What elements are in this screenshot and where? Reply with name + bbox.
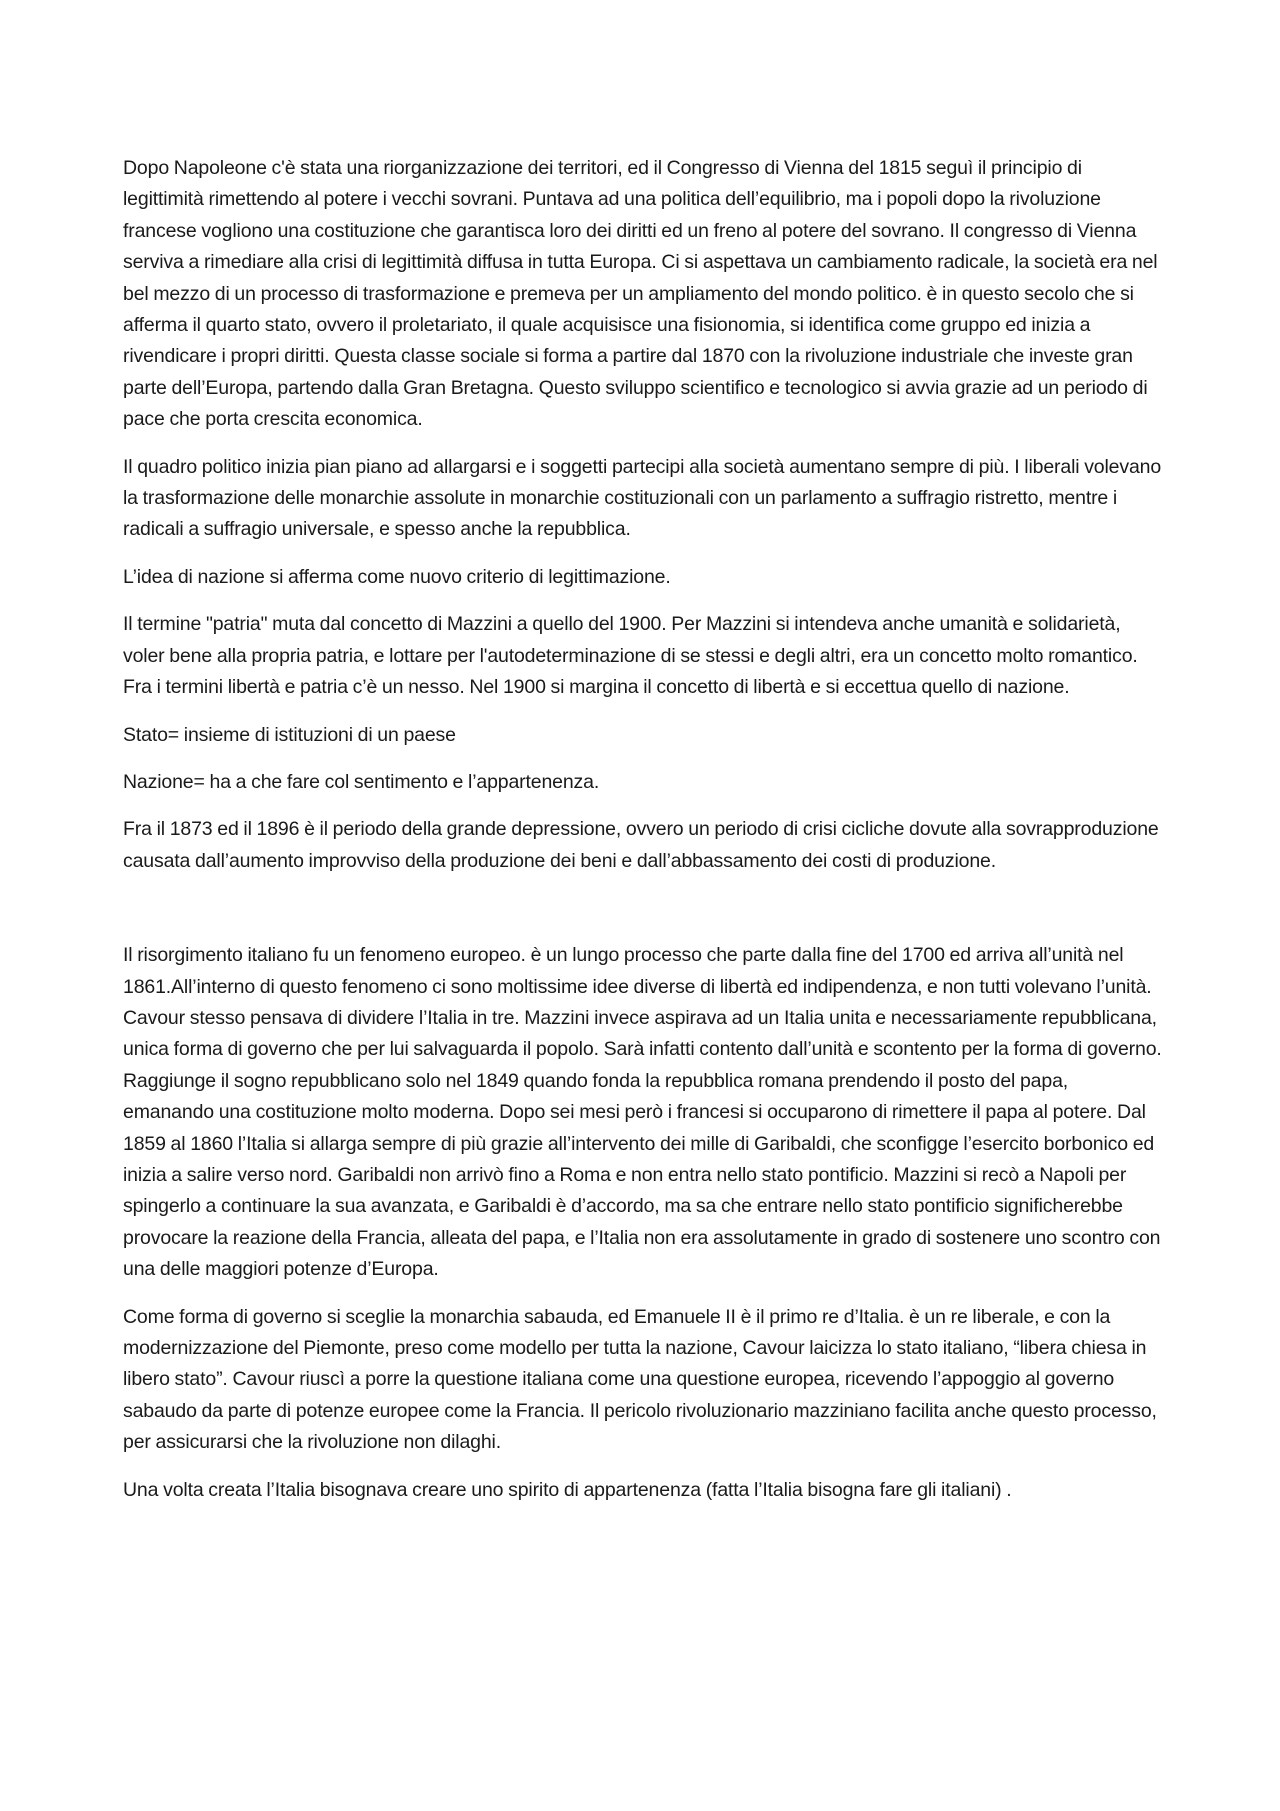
paragraph-stato-definizione: Stato= insieme di istituzioni di un paese: [123, 723, 456, 746]
paragraph-monarchia-sabauda: Come forma di governo si sceglie la monarchia sabauda, ed Emanuele II è il primo re d’Italia. è un re liberale, e con la modernizzazione del Piemonte, preso come modello per tutta la nazione, Cavour laicizza lo stato italiano, “libera chiesa in libero stato”. Cavour riuscì a porre la questione italiana come una questione europea, ricevendo l’appoggio al governo sabaudo da parte di potenze europee come la Francia. Il pericolo rivoluzionario mazziniano facilita anche questo processo, per assicurarsi che la rivoluzione non dilaghi.: [123, 1305, 1157, 1454]
paragraph-congresso-vienna: Dopo Napoleone c'è stata una riorganizzazione dei territori, ed il Congresso di Vienna del 1815 seguì il principio di legittimità rimettendo al potere i vecchi sovrani. Puntava ad una politica dell’equilibrio, ma i popoli dopo la rivoluzione francese vogliono una costituzione che garantisca loro dei diritti ed un freno al potere del sovrano. Il congresso di Vienna serviva a rimediare alla crisi di legittimità diffusa in tutta Europa. Ci si aspettava un cambiamento radicale, la società era nel bel mezzo di un processo di trasformazione e premeva per un ampliamento del mondo politico. è in questo secolo che si afferma il quarto stato, ovvero il proletariato, il quale acquisisce una fisionomia, si identifica come gruppo ed inizia a rivendicare i propri diritti. Questa classe sociale si forma a partire dal 1870 con la rivoluzione industriale che investe gran parte dell’Europa, partendo dalla Gran Bretagna. Questo sviluppo scientifico e tecnologico si avvia grazie ad un periodo di pace che porta crescita economica.: [123, 157, 1158, 431]
paragraph-idea-nazione: L’idea di nazione si afferma come nuovo criterio di legittimazione.: [123, 565, 671, 588]
blank-line: [123, 893, 1163, 940]
paragraph-nazione-definizione: Nazione= ha a che fare col sentimento e l’appartenenza.: [123, 770, 600, 793]
document-body: [123, 153, 1163, 1522]
paragraph-patria: Il termine "patria" muta dal concetto di Mazzini a quello del 1900. Per Mazzini si intendeva anche umanità e solidarietà, voler bene alla propria patria, e lottare per l'autodeterminazione di se stessi e degli altri, era un concetto molto romantico. Fra i termini libertà e patria c’è un nesso. Nel 1900 si margina il concetto di libertà e si eccettua quello di nazione.: [123, 613, 1138, 699]
paragraph-grande-depressione: Fra il 1873 ed il 1896 è il periodo della grande depressione, ovvero un periodo di crisi cicliche dovute alla sovrapproduzione causata dall’aumento improvviso della produzione dei beni e dall’abbassamento dei costi di produzione.: [123, 818, 1159, 872]
paragraph-spirito-appartenenza: Una volta creata l’Italia bisognava creare uno spirito di appartenenza (fatta l’Italia bisogna fare gli italiani) .: [123, 1478, 1012, 1501]
paragraph-risorgimento: Il risorgimento italiano fu un fenomeno europeo. è un lungo processo che parte dalla fine del 1700 ed arriva all’unità nel 1861.All’interno di questo fenomeno ci sono moltissime idee diverse di libertà ed indipendenza, e non tutti volevano l’unità. Cavour stesso pensava di dividere l’Italia in tre. Mazzini invece aspirava ad un Italia unita e necessariamente repubblicana, unica forma di governo che per lui salvaguarda il popolo. Sarà infatti contento dall’unità e scontento per la forma di governo. Raggiunge il sogno repubblicano solo nel 1849 quando fonda la repubblica romana prendendo il posto del papa, emanando una costituzione molto moderna. Dopo sei mesi però i francesi si occuparono di rimettere il papa al potere. Dal 1859 al 1860 l’Italia si allarga sempre di più grazie all’intervento dei mille di Garibaldi, che sconfigge l’esercito borbonico ed inizia a salire verso nord. Garibaldi non arrivò fino a Roma e non entra nello stato pontificio. Mazzini si recò a Napoli per spingerlo a continuare la sua avanzata, e Garibaldi è d’accordo, ma sa che entrare nello stato pontificio significherebbe provocare la reazione della Francia, alleata del papa, e l’Italia non era assolutamente in grado di sostenere uno scontro con una delle maggiori potenze d’Europa.: [123, 944, 1162, 1281]
paragraph-quadro-politico: Il quadro politico inizia pian piano ad allargarsi e i soggetti partecipi alla società aumentano sempre di più. I liberali volevano la trasformazione delle monarchie assolute in monarchie costituzionali con un parlamento a suffragio ristretto, mentre i radicali a suffragio universale, e spesso anche la repubblica.: [123, 455, 1162, 541]
